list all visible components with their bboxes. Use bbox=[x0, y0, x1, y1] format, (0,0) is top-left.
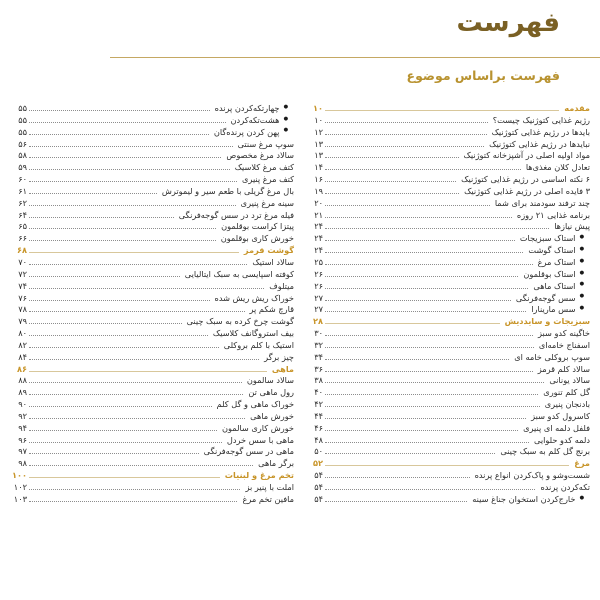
dot-leader bbox=[29, 413, 245, 419]
toc-page-number: ۱۴ bbox=[314, 162, 323, 173]
toc-page-number: ۲۴ bbox=[314, 233, 323, 244]
toc-page-number: ۶۲ bbox=[18, 197, 27, 208]
toc-page-number: ۵۴ bbox=[314, 470, 323, 481]
toc-page-number: ۱۳ bbox=[314, 150, 323, 161]
toc-entry-label: خوراک ماهی و گل کلم bbox=[216, 399, 294, 410]
dot-leader bbox=[29, 307, 245, 313]
toc-entry-label: ● استاک ماهی bbox=[530, 282, 584, 291]
toc-page-number: ۱۶ bbox=[314, 174, 323, 185]
page-title: فهرست bbox=[456, 8, 560, 38]
dot-leader bbox=[325, 165, 521, 171]
toc-entry-label: کتف مرغ کلاسیک bbox=[234, 162, 294, 173]
toc-page-number: ۹۰ bbox=[18, 399, 27, 410]
toc-page-number: ۱۰۰ bbox=[12, 470, 27, 481]
toc-entry-label: فیله مرغ ترد در سس گوجه‌فرنگی bbox=[178, 209, 294, 220]
dot-leader bbox=[325, 212, 512, 218]
toc-page-number: ۲۵ bbox=[314, 256, 323, 267]
toc-entry-label: رول ماهی تن bbox=[248, 387, 294, 398]
dot-leader bbox=[325, 283, 528, 289]
toc-entry[interactable] bbox=[306, 495, 590, 507]
dot-leader bbox=[29, 425, 217, 431]
toc-entry-label: استیک با کلم بروکلی bbox=[223, 339, 294, 350]
toc-page-number: ۱۰۲ bbox=[13, 482, 27, 492]
toc-entry-label: گوشت چرخ کرده به سبک چینی bbox=[186, 316, 294, 327]
toc-page-number: ۲۶ bbox=[314, 280, 323, 291]
toc-entry-label: مرغ bbox=[574, 458, 590, 469]
dot-leader bbox=[29, 485, 240, 491]
toc-entry[interactable] bbox=[306, 282, 590, 294]
toc-entry-label: مقدمه bbox=[564, 103, 590, 113]
toc-entry-label: ● سس گوجه‌فرنگی bbox=[513, 294, 584, 303]
dot-leader bbox=[325, 295, 511, 301]
dot-leader bbox=[325, 141, 484, 147]
toc-entry-label: تکه‌کردن پرنده bbox=[540, 482, 590, 492]
toc-entry-label: برنج گل کلم به سبک چینی bbox=[500, 446, 590, 457]
toc-page-number: ۷۲ bbox=[18, 268, 27, 279]
dot-leader bbox=[325, 413, 526, 419]
toc-page-number: ۲۱ bbox=[314, 209, 323, 220]
dot-leader bbox=[29, 224, 216, 230]
dot-leader bbox=[29, 117, 226, 123]
toc-entry[interactable] bbox=[10, 199, 294, 211]
toc-entry[interactable] bbox=[306, 211, 590, 223]
toc-entry[interactable] bbox=[306, 412, 590, 424]
toc-entry-label: خورش کاری سالمون bbox=[221, 422, 294, 433]
toc-entry-label: کتف مرغ پنیری bbox=[242, 174, 294, 185]
toc-entry-label: ● خارج‌کردن استخوان جناغ سینه bbox=[469, 495, 584, 504]
toc-entry-label: ماهی bbox=[271, 363, 294, 374]
toc-entry-label: بیف استروگانف کلاسیک bbox=[212, 328, 294, 339]
toc-entry[interactable] bbox=[10, 412, 294, 424]
toc-page-number: ۳۲ bbox=[314, 339, 323, 350]
dot-leader bbox=[325, 236, 515, 242]
dot-leader bbox=[29, 236, 216, 242]
toc-page-number: ۲۶ bbox=[314, 268, 323, 279]
dot-leader bbox=[325, 117, 488, 123]
toc-entry-label: بادنجان پنیری bbox=[544, 399, 590, 410]
toc-entry[interactable] bbox=[306, 187, 590, 199]
dot-leader bbox=[29, 165, 230, 171]
dot-leader bbox=[29, 390, 243, 396]
toc-page-number: ۶۵ bbox=[18, 221, 27, 232]
toc-entry-label: خوراک ریش ریش شده bbox=[214, 292, 294, 303]
toc-entry[interactable] bbox=[10, 270, 294, 282]
toc-page-number: ۵۰ bbox=[314, 446, 323, 457]
dot-leader bbox=[29, 473, 220, 479]
toc-entry[interactable] bbox=[306, 424, 590, 436]
toc-entry-label: ● استاک بوقلمون bbox=[520, 270, 584, 279]
toc-entry-label: ۶ نکته اساسی در رژیم غذایی کتوژنیک bbox=[461, 174, 590, 185]
dot-leader bbox=[325, 177, 456, 183]
toc-page-number: ۷۶ bbox=[18, 292, 27, 303]
toc-column-left bbox=[0, 104, 300, 596]
toc-page-number: ۵۵ bbox=[18, 126, 27, 137]
toc-entry-label: گل کلم تنوری bbox=[543, 387, 590, 398]
toc-entry-label: تخم مرغ و لبنیات bbox=[224, 470, 294, 481]
dot-leader bbox=[29, 200, 236, 206]
toc-entry-label: ماهی با سس خردل bbox=[226, 434, 294, 445]
toc-entry-label: ● پهن کردن پرنده‌گان bbox=[211, 128, 288, 137]
toc-page-number: ۲۴ bbox=[314, 245, 323, 256]
toc-entry-label: مواد اولیه اصلی در آشپزخانه کتوژنیک bbox=[463, 150, 590, 161]
toc-page-number: ۱۰ bbox=[314, 114, 323, 125]
toc-entry-label: املت با پنیر بز bbox=[245, 482, 294, 492]
toc-page-number: ۶۶ bbox=[18, 233, 27, 244]
dot-leader bbox=[325, 485, 535, 491]
toc-entry-label: سوپ بروکلی خامه ای bbox=[514, 351, 590, 362]
toc-page-number: ۷۸ bbox=[18, 304, 27, 315]
toc-entry-label: مافین تخم مرغ bbox=[242, 493, 294, 504]
toc-entry-label: سبزیجات و سایددیش bbox=[504, 316, 590, 327]
dot-leader bbox=[325, 153, 459, 159]
toc-page-number: ۱۰ bbox=[313, 103, 323, 113]
dot-leader bbox=[325, 496, 467, 502]
toc-page-number: ۵۸ bbox=[18, 150, 27, 161]
toc-entry-label: چند ترفند سودمند برای شما bbox=[494, 197, 590, 208]
dot-leader bbox=[325, 366, 533, 372]
toc-entry[interactable] bbox=[306, 365, 590, 377]
toc-entry[interactable] bbox=[10, 282, 294, 294]
toc-entry-label: ● استاک گوشت bbox=[525, 246, 584, 255]
toc-page-number: ۶۴ bbox=[18, 209, 27, 220]
dot-leader bbox=[325, 271, 518, 277]
toc-entry-label: نبایدها در رژیم غذایی کتوژنیک bbox=[489, 138, 590, 149]
dot-leader bbox=[29, 496, 237, 502]
toc-entry[interactable] bbox=[306, 353, 590, 365]
toc-entry-label: بایدها در رژیم غذایی کتوژنیک bbox=[491, 126, 590, 137]
toc-entry-label: سالاد کلم قرمز bbox=[537, 363, 590, 374]
toc-page-number: ۵۴ bbox=[314, 493, 323, 504]
toc-entry-label: تعادل کلان مغذی‌ها bbox=[525, 162, 590, 173]
dot-leader bbox=[325, 473, 470, 479]
toc-page-number: ۲۷ bbox=[314, 292, 323, 303]
toc-page-number: ۹۸ bbox=[18, 458, 27, 469]
dot-leader bbox=[29, 295, 210, 301]
toc-page-number: ۳۴ bbox=[314, 351, 323, 362]
dot-leader bbox=[325, 425, 518, 431]
toc-page-number: ۴۶ bbox=[314, 422, 323, 433]
dot-leader bbox=[29, 129, 209, 135]
toc-page-number: ۶۱ bbox=[18, 185, 27, 196]
dot-leader bbox=[29, 248, 239, 254]
dot-leader bbox=[29, 461, 253, 467]
toc-entry-label: دلمه کدو حلوایی bbox=[534, 434, 590, 445]
toc-page-number: ۸۲ bbox=[18, 339, 27, 350]
toc-page-number: ۵۴ bbox=[314, 482, 323, 492]
dot-leader bbox=[29, 378, 242, 384]
toc-entry[interactable] bbox=[306, 341, 590, 353]
dot-leader bbox=[29, 402, 212, 408]
toc-entry[interactable] bbox=[10, 495, 294, 507]
toc-entry-label: خاگینه کدو سبز bbox=[538, 328, 590, 339]
dot-leader bbox=[325, 188, 459, 194]
toc-entry[interactable] bbox=[10, 128, 294, 140]
toc-entry-label: ● استاک مرغ bbox=[535, 258, 584, 267]
toc-page-number: ۱۳ bbox=[314, 138, 323, 149]
toc-entry-label: ● چهارتکه‌کردن پرنده bbox=[212, 104, 288, 113]
toc-entry-label: خورش کاری بوقلمون bbox=[220, 233, 294, 244]
dot-leader bbox=[325, 319, 500, 325]
toc-entry-label: سالاد سالمون bbox=[246, 375, 294, 386]
dot-leader bbox=[29, 366, 267, 372]
toc-page-number: ۴۲ bbox=[314, 399, 323, 410]
toc-entry[interactable] bbox=[306, 116, 590, 128]
toc-page-number: ۳۰ bbox=[314, 328, 323, 339]
dot-leader bbox=[325, 259, 533, 265]
dot-leader bbox=[325, 248, 523, 254]
toc-entry[interactable] bbox=[10, 424, 294, 436]
toc-entry-label: پیش نیازها bbox=[554, 221, 590, 232]
toc-page-number: ۱۹ bbox=[314, 185, 323, 196]
toc-page-number: ۱۰۳ bbox=[13, 493, 27, 504]
toc-entry-label: میتلوف bbox=[269, 280, 294, 291]
dot-leader bbox=[29, 141, 233, 147]
toc-page-number: ۳۶ bbox=[314, 363, 323, 374]
toc-entry-label: فلفل دلمه ای پنیری bbox=[523, 422, 590, 433]
toc-entry-label: چیز برگر bbox=[264, 351, 294, 362]
dot-leader bbox=[325, 106, 559, 112]
toc-entry-label: پیتزا کراست بوقلمون bbox=[221, 221, 294, 232]
toc-page-number: ۳۸ bbox=[314, 375, 323, 386]
dot-leader bbox=[29, 259, 247, 265]
toc-page-number: ۷۰ bbox=[18, 256, 27, 267]
toc-page-number: ۲۴ bbox=[314, 221, 323, 232]
toc-entry-label: شست‌وشو و پاک‌کردن انواع پرنده bbox=[474, 470, 590, 481]
toc-entry-label: رژیم غذایی کتوژنیک چیست؟ bbox=[492, 114, 590, 125]
dot-leader bbox=[29, 331, 208, 337]
dot-leader bbox=[325, 342, 534, 348]
toc-page-number: ۴۴ bbox=[314, 410, 323, 421]
toc-page-number: ۸۴ bbox=[18, 351, 27, 362]
toc-page-number: ۲۰ bbox=[314, 197, 323, 208]
toc-entry-label: سالاد یونانی bbox=[549, 375, 590, 386]
page-header bbox=[0, 0, 600, 96]
dot-leader bbox=[325, 307, 526, 313]
toc-page-number: ۴۸ bbox=[314, 434, 323, 445]
toc-page-number: ۵۵ bbox=[18, 114, 27, 125]
toc-entry-label: گوشت قرمز bbox=[243, 245, 294, 256]
page-subtitle: فهرست براساس موضوع bbox=[406, 68, 560, 83]
dot-leader bbox=[325, 378, 544, 384]
toc-page-number: ۵۲ bbox=[313, 458, 323, 469]
toc-entry[interactable] bbox=[10, 116, 294, 128]
toc-entry-label: ● استاک سبزیجات bbox=[517, 234, 584, 243]
toc-page-number: ۹۲ bbox=[18, 410, 27, 421]
dot-leader bbox=[325, 354, 509, 360]
dot-leader bbox=[29, 342, 219, 348]
toc-column-right bbox=[300, 104, 600, 596]
dot-leader bbox=[29, 283, 264, 289]
dot-leader bbox=[325, 402, 540, 408]
dot-leader bbox=[325, 390, 538, 396]
toc-entry-label: کاسرول کدو سبز bbox=[531, 410, 590, 421]
toc-page-number: ۷۴ bbox=[18, 280, 27, 291]
dot-leader bbox=[29, 449, 199, 455]
dot-leader bbox=[325, 129, 487, 135]
dot-leader bbox=[29, 188, 157, 194]
dot-leader bbox=[29, 106, 210, 112]
dot-leader bbox=[29, 177, 237, 183]
toc-page-number: ۸۹ bbox=[18, 387, 27, 398]
toc-entry[interactable] bbox=[306, 270, 590, 282]
toc-page-number: ۸۰ bbox=[18, 328, 27, 339]
toc-entry-label: قارچ شکم پر bbox=[249, 304, 294, 315]
toc-entry-label: سوپ مرغ سنتی bbox=[237, 138, 294, 149]
dot-leader bbox=[29, 153, 221, 159]
toc-entry-label: اسفناج خامه‌ای bbox=[538, 339, 590, 350]
toc-entry-label: سالاد مرغ مخصوص bbox=[226, 150, 294, 161]
toc-entry-label: ● هشت‌تکه‌کردن bbox=[228, 116, 288, 125]
toc-entry-label: ماهی در سس گوجه‌فرنگی bbox=[203, 446, 294, 457]
toc-entry-label: سینه مرغ پنیری bbox=[240, 197, 294, 208]
toc-entry[interactable] bbox=[10, 187, 294, 199]
dot-leader bbox=[29, 437, 222, 443]
dot-leader bbox=[325, 461, 569, 467]
toc-page-number: ۶۸ bbox=[17, 245, 27, 256]
dot-leader bbox=[29, 354, 259, 360]
dot-leader bbox=[325, 449, 495, 455]
dot-leader bbox=[29, 271, 180, 277]
toc-entry-label: خورش ماهی bbox=[250, 410, 294, 421]
dot-leader bbox=[325, 437, 529, 443]
toc-page-number: ۸۶ bbox=[17, 363, 27, 374]
dot-leader bbox=[325, 224, 549, 230]
dot-leader bbox=[325, 331, 533, 337]
toc-page-number: ۲۷ bbox=[314, 304, 323, 315]
toc-page-number: ۹۷ bbox=[18, 446, 27, 457]
toc-page-number: ۷۹ bbox=[18, 316, 27, 327]
toc-entry[interactable] bbox=[306, 199, 590, 211]
toc-entry[interactable] bbox=[10, 341, 294, 353]
toc-entry-label: سالاد استیک bbox=[252, 256, 294, 267]
toc-entry-label: کوفته اسپایسی به سبک ایتالیایی bbox=[184, 268, 294, 279]
toc-page-number: ۹۴ bbox=[18, 422, 27, 433]
toc-page-number: ۹۶ bbox=[18, 434, 27, 445]
toc-entry[interactable] bbox=[10, 353, 294, 365]
toc-entry-label: برنامه غذایی ۲۱ روزه bbox=[516, 209, 590, 220]
toc-page-number: ۵۶ bbox=[18, 138, 27, 149]
toc-page-number: ۵۵ bbox=[18, 103, 27, 113]
toc-entry[interactable] bbox=[306, 447, 590, 459]
toc-page-number: ۵۹ bbox=[18, 162, 27, 173]
toc-entry-label: ● سس مارینارا bbox=[528, 305, 584, 314]
toc-entry[interactable] bbox=[306, 128, 590, 140]
header-divider bbox=[110, 57, 600, 58]
dot-leader bbox=[29, 319, 182, 325]
toc-entry[interactable] bbox=[10, 447, 294, 459]
toc-entry-label: ۳ فایده اصلی در رژیم غذایی کتوژنیک bbox=[464, 185, 590, 196]
toc-page-number: ۱۲ bbox=[314, 126, 323, 137]
toc-page-number: ۴۰ bbox=[314, 387, 323, 398]
dot-leader bbox=[29, 212, 174, 218]
toc-page-number: ۲۸ bbox=[313, 316, 323, 327]
dot-leader bbox=[325, 200, 490, 206]
toc-page-number: ۶۰ bbox=[18, 174, 27, 185]
toc-columns bbox=[0, 96, 600, 596]
toc-entry-label: بال مرغ گریلی با طعم سیر و لیموترش bbox=[161, 185, 294, 196]
toc-page-number: ۸۸ bbox=[18, 375, 27, 386]
toc-entry-label: برگر ماهی bbox=[258, 458, 294, 469]
